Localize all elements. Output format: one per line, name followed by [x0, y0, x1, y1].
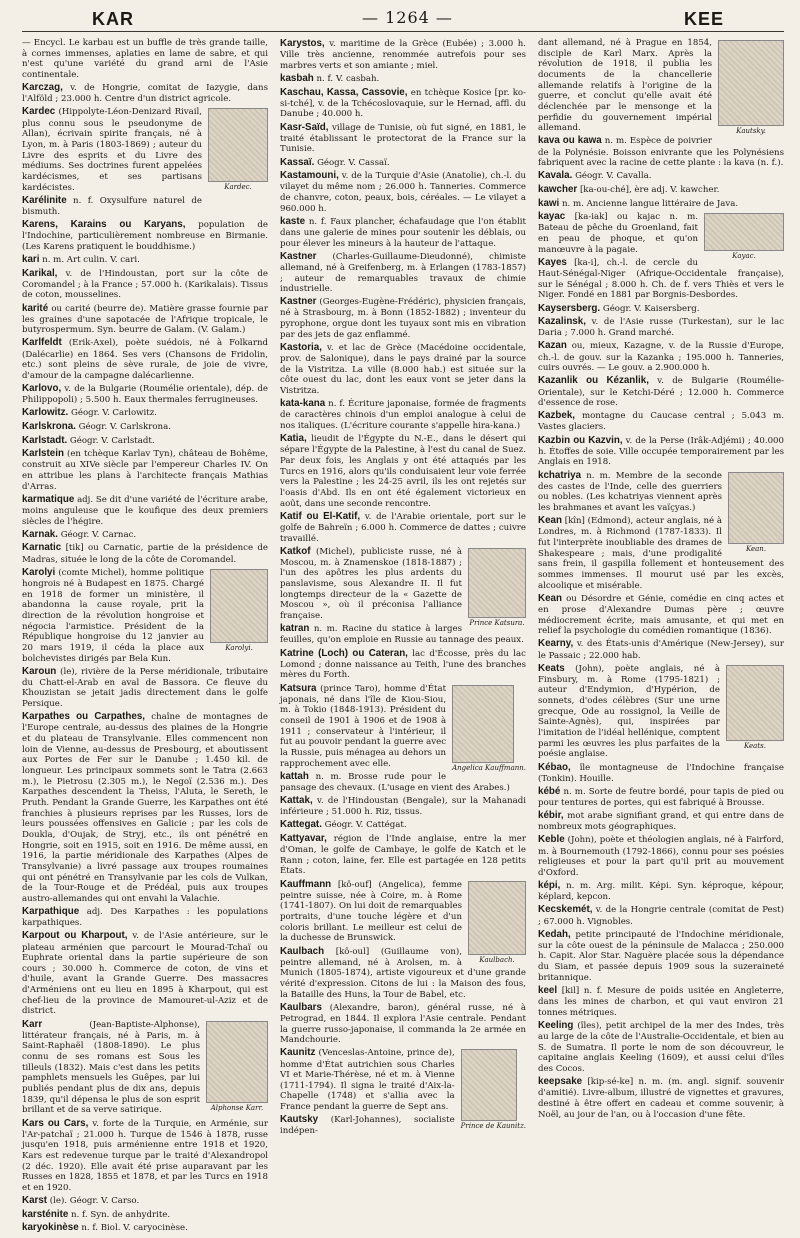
dictionary-entry [538, 303, 784, 315]
dictionary-entry [538, 880, 784, 903]
entry-text: mot arabe signifiant grand, et qui entre dans de nombreux mots géographiques. [538, 811, 785, 833]
entry-headword: karité [22, 302, 49, 314]
entry-text: (le). Géogr. V. Carso. [49, 1196, 140, 1207]
illustration-karr [206, 1021, 268, 1113]
entry-text: (John), poète anglais, né à Finsbury, m. à Rome (1795-1821) ; auteur d'Endymion, d'Hypérion, de sonnets, d'odes célèbres (Sur une urne grecque, Ode au rossignol, la Veille de Sainte-Agnès), qui, inspirées par l'imitation de l'idéal hellénique, comptent parmi les œuvres les plus parfaites de la poésie anglaise. [538, 663, 720, 760]
dictionary-entry [22, 906, 268, 929]
dictionary-entry [22, 337, 268, 381]
dictionary-entry [280, 73, 526, 85]
illustration-caption: Prince Katsura. [469, 618, 525, 627]
entry-headword: Karnak. [22, 528, 58, 540]
portrait-image [704, 213, 784, 251]
entry-text: [kô-ouf] (Angelica), femme peintre suisse, née à Coire, m. à Rome (1741-1807). On lui doit de remarquables portraits, d'une touche légère et d'un coloris brillant. Le meilleur est celui de la duchesse de Brunswick. [280, 879, 462, 944]
entry-headword: Karlskrona. [22, 421, 76, 432]
entry-text: n. f. V. casbah. [316, 73, 380, 84]
entry-headword: Kattyavar, [280, 832, 327, 844]
dictionary-entry [280, 833, 526, 877]
dictionary-entry [22, 219, 268, 252]
entry-text: [kip-sé-ke] n. m. (m. angl. signif. souvenir d'amitié). Livre-album, illustré de vignettes et gravures, destiné à être offert en cadeau et comme souvenir, à Noël, au jour de l'an, ou à l'occasion d'une fête. [538, 1077, 785, 1120]
entry-headword: kawi [538, 197, 560, 209]
entry-headword: Kazanlik ou Kézanlik, [538, 375, 649, 387]
entry-headword: Kasr-Saïd, [280, 121, 329, 133]
page-number: — 1264 — [362, 8, 453, 27]
entry-text: [ka-ou-ché], ère adj. V. kawcher. [579, 185, 720, 195]
entry-headword: Karczag, [22, 82, 63, 94]
entry-text: (John), poète et théologien anglais, né à Fairford, m. à Bournemouth (1792-1866), connu pour ses poésies religieuses et pour la part qu'il prit au mouvement d'Oxford. [538, 835, 784, 878]
entry-headword: Kaysersberg. [538, 302, 601, 314]
entry-headword: Karlfeldt [22, 337, 62, 349]
entry-headword: kawcher [538, 184, 578, 195]
entry-headword: Karlowitz. [22, 407, 69, 419]
entry-text: population de l'Indochine, particulièrement nombreuse en Birmanie. (Les Karens pratiquent le bouddhisme.) [22, 219, 269, 252]
entry-headword: Karst [22, 1195, 48, 1207]
entry-headword: képi, [538, 880, 561, 892]
dictionary-entry [538, 593, 784, 637]
entry-text: (Jean-Baptiste-Alphonse), littérateur français, né à Paris, m. à Saint-Raphaël (1808-1890). Le plus connu de ses romans est Sous les tilleuls (1832). Mais c'est dans les petits pamphlets mensuels les Guêpes, par lui publiés pendant plus de dix ans, depuis 1839, qu'il dépensa le plus de son esprit brillant et de sa verve satirique. [22, 1019, 200, 1116]
entry-headword: Katif ou El-Katif, [280, 510, 361, 522]
dictionary-entry [280, 216, 526, 249]
dictionary-entry [22, 421, 268, 433]
dictionary-entry [538, 929, 784, 984]
dictionary-entry [22, 666, 268, 710]
portrait-image [468, 881, 526, 955]
entry-text: (Karl-Johannes), socialiste indépen- [280, 1115, 455, 1137]
entry-headword: Katkof [280, 545, 311, 557]
entry-headword: Kars ou Cars, [22, 1117, 89, 1129]
entry-headword: Kattegat. [280, 819, 322, 831]
dictionary-entry [280, 795, 526, 818]
entry-headword: Kaulbars [280, 1001, 322, 1013]
entry-text: chaîne de montagnes de l'Europe centrale, au-dessus des plaines de la Hongrie et du plateau de Transylvanie. Elles commencent non loin de Vienne, au-dessus de Presbourg, et aboutissent aux Portes de Fer sur le Danube ; 1.450 kil. de longueur. Les principaux sommets sont le Tatra (2.663 m.), le Pietrosu (2.305 m.), le Negoï (2.536 m.). Des Karpathes descendent la Theiss, l'Aluta, le Sereth, le Pruth. Pendant la Grande Guerre, les Karpathes ont été franchies à plusieurs reprises par les Russes, lors de leurs poussées offensives en Galicie ; par les cols de Doukla, d'Oujak, de Stryj, etc., ils ont pénétré en Hongrie, soit en 1915, soit en 1916. De même aussi, en 1916, la partie méridionale des Karpathes (Alpes de Transylvanie) a livré passage aux troupes roumaines qui ont pénétré en Transylvanie par les cols de Vulkan, de la Tour-Rouge et de Prédéal, puis aux troupes austro-allemandes qui ont envahi la Valachie. [22, 712, 268, 904]
entry-text: n. m. Membre de la seconde des castes de l'Inde, celle des guerriers ou nobles. (Les kchatriyas viennent après les brahmanes et avant les vaïçyas.) [538, 470, 722, 514]
entry-headword: Kayes [538, 256, 567, 268]
entry-text: dant allemand, né à Prague en 1854, disciple de Karl Marx. Après la révolution de 1918, il publia les documents de la chancellerie allemande relatifs à l'origine de la guerre, et conclut qu'elle avait été déclenchée par le mensonge et la perfidie du gouvernement impérial allemand. [538, 38, 712, 134]
dictionary-entry [538, 184, 784, 196]
entry-headword: kata-kana [280, 398, 326, 410]
entry-headword: Kazbin ou Kazvin, [538, 434, 623, 446]
entry-text: n. m. Ancienne langue littéraire de Java. [561, 198, 739, 209]
illustration-caption: Kean. [745, 544, 767, 553]
entry-headword: Kazan [538, 340, 567, 352]
entry-headword: Karoun [22, 665, 57, 677]
portrait-image [718, 40, 784, 126]
portrait-image [461, 1049, 517, 1121]
illustration-keats [726, 665, 784, 751]
entry-text: v. et lac de Grèce (Macédoine occidentale, prov. de Salonique), dans le pays drainé par la source de la Vistritza. La ville (8.000 hab.) est située sur la côte ouest du lac, dont les eaux vont se jeter dans la Vistritza. [280, 342, 526, 397]
entry-text: Géogr. V. Cattégat. [324, 820, 407, 831]
entry-headword: keel [538, 984, 558, 996]
entry-text: v. de l'Hindoustan (Bengale), sur la Mahanadi inférieure ; 51.000 h. Riz, tissus. [280, 796, 526, 818]
dictionary-entry [538, 410, 784, 433]
column-1 [22, 38, 269, 1234]
entry-text: adj. Se dit d'une variété de l'écriture arabe, moins anguleuse que le koufique des deux premiers siècles de l'hégire. [22, 494, 268, 527]
entry-text: (prince Taro), homme d'État japonais, né dans l'île de Kiou-Siou, m. à Tokio (1848-1913). Président du conseil de 1901 à 1906 et de 1908 à 1911 ; conservateur à l'intérieur, il fut au pouvoir pendant la guerre avec la Russie, puis ménagea au dehors un rapprochement avec elle. [280, 683, 447, 769]
entry-text: n. f. Syn. de anhydrite. [71, 1209, 171, 1220]
entry-headword: Kardec [22, 106, 56, 118]
entry-headword: kasbah [280, 72, 314, 84]
entry-headword: Karens, Karains ou Karyans, [22, 218, 186, 230]
portrait-image [728, 472, 784, 544]
dictionary-entry [280, 683, 526, 770]
entry-headword: kébé [538, 785, 561, 797]
dictionary-entry [22, 542, 268, 565]
entry-text: [kîn] (Edmond), acteur anglais, né à Londres, m. à Richmond (1787-1833). Il fut l'interprète inoubliable des drames de Shakespeare ; mais, d'une prodigalité sans frein, il gaspilla follement et honteusement des sommes immenses. Il mourut usé par les excès, alcoolique et misérable. [538, 516, 784, 591]
dictionary-entry [22, 254, 268, 266]
entry-text: v. de l'Hindoustan, port sur la côte de Coromandel ; à la France ; 57.000 h. (Karikalais). Tissus de coton, mousselines. [22, 268, 269, 301]
entry-headword: Katia, [280, 433, 307, 445]
dictionary-entry [22, 567, 268, 664]
entry-text: (comte Michel), homme politique hongrois né à Budapest en 1875. Chargé en 1918 de former un ministère, il abandonna la cause royale, prit la direction de la révolution hongroise et négocia l'armistice. Président de la République hongroise du 12 janvier au 20 mars 1919, il céda la place aux bolchevistes dirigés par Bela Kun. [22, 567, 204, 664]
dictionary-entry [538, 469, 784, 553]
illustration-kautsky [718, 40, 784, 136]
dictionary-entry [22, 930, 268, 1017]
entry-text: (en tchèque Karlav Tyn), château de Bohême, construit au XIVe siècle par l'empereur Charles IV. On en attribue les plans à l'architecte français Mathias d'Arras. [22, 449, 268, 492]
dictionary-entry [280, 878, 526, 964]
dictionary-entry [280, 342, 526, 397]
entry-headword: Kazalinsk, [538, 316, 586, 328]
entry-headword: Kaschau, Kassa, Cassovie, [280, 86, 408, 98]
illustration-caption: Alphonse Karr. [210, 1103, 264, 1112]
entry-headword: Kastner [280, 250, 317, 262]
entry-text: Géogr. V. Carnac. [60, 529, 137, 540]
dictionary-entry [22, 1118, 268, 1194]
entry-text: n. m. Arg. milit. Képi. Syn. képroque, képour, képlard, kepcon. [538, 881, 784, 903]
dictionary-entry [22, 38, 268, 81]
columns [22, 38, 785, 1234]
entry-headword: Keats [538, 662, 565, 674]
dictionary-entry [22, 106, 268, 193]
entry-headword: Karr [22, 1018, 43, 1030]
illustration-caption: Keats. [744, 741, 766, 750]
dictionary-entry [280, 157, 526, 169]
entry-headword: kayac [538, 211, 566, 223]
entry-headword: Karpout ou Kharpout, [22, 930, 128, 942]
entry-headword: Kavala. [538, 170, 573, 182]
dictionary-entry [538, 257, 784, 301]
dictionary-page [22, 6, 784, 1232]
entry-headword: Kean [538, 592, 562, 604]
entry-headword: kchatriya [538, 469, 582, 481]
entry-headword: karmatique [22, 493, 75, 505]
entry-text: Géogr. V. Carlstadt. [69, 435, 155, 446]
entry-text: v. de la Turquie d'Asie (Anatolie), ch.-l. du vilayet du même nom ; 26.000 h. Tanneries. Commerce de chanvre, coton, peaux, bois, céréales. — Le vilayet a 960.000 h. [280, 171, 526, 214]
illustration-karolyi [210, 569, 268, 653]
dictionary-entry [280, 170, 526, 214]
entry-headword: karsténite [22, 1208, 69, 1220]
illustration-kauffmann [452, 685, 526, 773]
entry-headword: karyokinèse [22, 1222, 79, 1234]
header-right-guideword: KEE [683, 9, 724, 29]
portrait-image [208, 108, 268, 182]
entry-text: (Michel), publiciste russe, né à Moscou, m. à Znamenskoe (1818-1887) ; l'un des apôtres les plus ardents du panslavisme, sous Alexandre II. Il fut longtemps directeur de la « Gazette de Moscou », où il préconisa l'alliance française. [280, 546, 462, 622]
entry-headword: Karystos, [280, 38, 325, 49]
entry-headword: Kastoria, [280, 341, 322, 353]
entry-text: région de l'Inde anglaise, entre la mer d'Oman, le golfe de Cambaye, le golfe de Katch et le Rann ; coton, laine, fer. Elle est partagée en 128 petits États. [280, 833, 527, 877]
illustration-caption: Angelica Kauffmann. [452, 763, 526, 772]
illustration-caption: Kayac. [732, 252, 756, 261]
illustration-kaunitz [461, 1049, 526, 1131]
dictionary-entry [22, 383, 268, 406]
entry-headword: Kean [538, 515, 562, 527]
entry-headword: Keble [538, 834, 565, 846]
entry-text: Géogr. V. Cassaï. [317, 157, 390, 168]
dictionary-entry [538, 170, 784, 182]
entry-headword: Karélinite [22, 194, 67, 206]
entry-headword: Kauffmann [280, 878, 332, 890]
entry-text: (Erik-Axel), poète suédois, né à Folkarnd (Dalécarlie) en 1864. Ses vers (Chansons de Fridolin, etc.) sont pleins de sève rurale, de joie de vivre, d'amour de la campagne dalécarlienne. [22, 338, 269, 381]
entry-headword: Kattak, [280, 795, 313, 807]
dictionary-entry [280, 122, 526, 155]
portrait-image [468, 548, 526, 618]
entry-headword: Kautsky [280, 1114, 319, 1126]
illustration-kaulbach [468, 881, 526, 965]
column-3 [538, 38, 784, 1226]
entry-text: n. f. Biol. V. caryocinèse. [81, 1223, 188, 1234]
dictionary-entry [22, 195, 268, 218]
entry-headword: kattah [280, 770, 309, 782]
entry-text: n. f. Oxysulfure naturel de bismuth. [22, 195, 202, 217]
entry-headword: Karpathique [22, 906, 80, 918]
entry-headword: Karlovo, [22, 383, 62, 395]
dictionary-entry [22, 268, 268, 301]
entry-text: Géogr. V. Carlskrona. [78, 422, 171, 432]
entry-headword: Karolyi [22, 566, 56, 578]
entry-text: Géogr. V. Kaisersberg. [602, 303, 700, 314]
illustration-caption: Kautsky. [736, 127, 766, 135]
entry-headword: Kedah, [538, 928, 571, 940]
entry-headword: kaste [280, 215, 306, 227]
entry-text: v. maritime de la Grèce (Eubée) ; 3.000 h. Ville très ancienne, renommée autrefois pour ses marbres verts et son amiante ; miel. [280, 39, 526, 71]
entry-text: [kô-oul] (Guillaume von), peintre allemand, né à Arolsen, m. à Munich (1805-1874), artiste vigoureux et d'une grande vérité d'expression. Citons de lui : la Maison des fous, la Bataille des Huns, la Tour de Babel, etc. [280, 946, 526, 1000]
illustration-caption: Kardec. [224, 183, 252, 192]
portrait-image [210, 569, 268, 643]
entry-headword: kari [22, 253, 40, 265]
entry-headword: Karikal, [22, 267, 58, 279]
dictionary-entry [280, 398, 526, 431]
entry-text: v. de Bulgarie (Roumélie-Orientale), sur le Ketchi-Déré ; 12.000 h. Commerce d'essence de rose. [538, 376, 784, 409]
dictionary-entry [22, 448, 268, 492]
dictionary-entry [538, 1076, 784, 1120]
entry-text: petite principauté de l'Indochine méridionale, sur la côte ouest de la péninsule de Malacca ; 250.000 h. Capit. Alor Star. Naguère placée sous la dépendance du Siam, et passée depuis 1909 sous la suzeraineté britannique. [538, 929, 785, 983]
entry-text: n. m. Sorte de feutre bordé, pour tapis de pied ou pour tentures de portes, qui est fabriqué à Brousse. [538, 786, 784, 809]
entry-headword: Katrine (Loch) ou Cateran, [280, 647, 408, 659]
dictionary-entry [280, 38, 526, 71]
dictionary-entry [538, 904, 784, 927]
entry-text: (Hippolyte-Léon-Denizard Rivail, plus connu sous le pseudonyme de Allan), écrivain spirite français, né à Lyon, m. à Paris (1803-1869) ; auteur du Livre des esprits et du Livre des médiums. Ses doctrines furent appelées kardécismes, et ses partisans kardécistes. [22, 107, 203, 193]
entry-headword: kava ou kawa [538, 135, 602, 147]
dictionary-entry [22, 1222, 268, 1234]
entry-text: v. de l'Arabie orientale, port sur le golfe de Bahreïn ; 6.000 h. Commerce de dattes ; cuivre travaillé. [280, 511, 526, 544]
portrait-image [726, 665, 784, 741]
entry-text: n. m. Racine du statice à larges feuilles, qu'on emploie en Russie au tannage des peaux. [280, 624, 524, 646]
entry-headword: Kearny, [538, 638, 574, 650]
illustration-katsura [468, 548, 526, 628]
dictionary-entry [22, 494, 268, 527]
dictionary-entry [22, 1019, 268, 1116]
entry-text: Géogr. V. Carlowitz. [71, 408, 157, 419]
entry-text: [ka-i], ch.-l. de cercle du Haut-Sénégal-Niger (Afrique-Occidentale française), sur le Sénégal ; 8.000 h. Ch. de f. vers Thiès et vers le Niger. Fondé en 1881 par Borgnis-Desbordes. [538, 257, 784, 301]
entry-headword: Kastner [280, 296, 317, 308]
dictionary-entry [538, 198, 784, 210]
dictionary-entry [538, 810, 784, 833]
entry-text: montagne du Caucase central ; 5.043 m. Vastes glaciers. [538, 411, 784, 433]
entry-text: lac d'Écosse, près du lac Lomond ; donne naissance au Teith, l'une des branches mères du Forth. [280, 648, 526, 681]
entry-text: [kil] n. f. Mesure de poids usitée en Angleterre, dans les mines de charbon, et qui vaut environ 21 tonnes métriques. [538, 985, 785, 1018]
dictionary-entry [538, 786, 784, 809]
dictionary-entry [280, 1002, 526, 1046]
dictionary-entry [538, 985, 784, 1018]
entry-headword: Kastamouni, [280, 170, 339, 182]
dictionary-entry [280, 545, 526, 627]
dictionary-entry [538, 211, 784, 261]
entry-text: v. des États-unis d'Amérique (New-Jersey), sur le Passaic ; 22.000 hab. [538, 639, 784, 661]
entry-headword: Kébao, [538, 761, 571, 773]
entry-headword: Kazbek, [538, 410, 576, 422]
dictionary-entry [280, 819, 526, 831]
dictionary-entry [538, 834, 784, 878]
entry-headword: Kaulbach [280, 945, 325, 957]
illustration-kayac [704, 213, 784, 261]
dictionary-entry [280, 511, 526, 544]
entry-headword: Keeling [538, 1019, 574, 1031]
dictionary-entry [538, 663, 784, 760]
page-header [22, 6, 784, 32]
dictionary-entry [538, 316, 784, 339]
illustration-kean [728, 472, 784, 554]
dictionary-entry [22, 1195, 268, 1207]
entry-headword: Kaunitz [280, 1047, 316, 1059]
portrait-image [452, 685, 514, 763]
dictionary-entry [22, 529, 268, 541]
header-left-guideword: KAR [92, 9, 134, 29]
dictionary-entry [22, 1209, 268, 1221]
dictionary-entry [538, 638, 784, 661]
entry-text: v. de la Bulgarie (Roumélie orientale), dép. de Philippopoli) ; 5.500 h. Eaux thermales ferrugineuses. [22, 384, 269, 406]
entry-text: (Venceslas-Antoine, prince de), homme d'État autrichien sous Charles VI et Marie-Thérèse, né et m. à Vienne (1711-1794). Il signa le traité d'Aix-la-Chapelle (1748) et s'allia avec la France pendant la guerre de Sept ans. [280, 1048, 455, 1113]
entry-text: v. de l'Asie antérieure, sur le plateau arménien que parcourt le Mourad-Tchaï ou Euphrate oriental dans la partie supérieure de son cours ; 30.000 h. Commerce de coton, de vins et d'huile, avant la Grande Guerre. Des massacres d'Arméniens ont eu lieu en 1895 à Kharpout, qui est chef-lieu de la province de Mamouret-ul-Aziz et de district. [22, 931, 268, 1017]
entry-text: île montagneuse de l'Indochine française (Tonkin). Houille. [538, 762, 785, 784]
entry-headword: Kecskemét, [538, 904, 593, 916]
dictionary-entry [280, 433, 526, 509]
dictionary-entry [538, 435, 784, 468]
entry-text: n. f. Faux plancher, échafaudage que l'on établit dans une galerie de mines pour soutenir les déblais, ou pour élever les mineurs à la hauteur de l'attaque. [280, 216, 527, 249]
dictionary-entry [280, 771, 526, 794]
entry-text: [tik] ou Carnatic, partie de la présidence de Madras, située le long de la côte de Coromandel. [22, 543, 268, 565]
entry-text: n. m. Espèce de poivrier de la Polynésie. Boisson enivrante que les Polynésiens fabriquent avec la racine de cette plante : la kava (n. f.). [538, 136, 784, 169]
entry-text: ou Désordre et Génie, comédie en cinq actes et en prose d'Alexandre Dumas père ; œuvre médiocrement écrite, mais amusante, et qui met en relief la psychologie du comédien romantique (1836). [538, 593, 785, 637]
dictionary-entry [538, 375, 784, 408]
dictionary-entry [538, 340, 784, 373]
column-2 [280, 38, 526, 1226]
dictionary-entry [538, 38, 784, 134]
dictionary-entry [538, 762, 784, 785]
dictionary-entry [22, 711, 268, 904]
entry-headword: Karpathes ou Carpathes, [22, 711, 145, 723]
entry-text: v. de l'Asie russe (Turkestan), sur le lac Daria ; 7.000 h. Grand marché. [538, 317, 784, 339]
entry-headword: Katsura [280, 682, 317, 694]
entry-text: (Alexandre, baron), général russe, né à Petrograd, en 1844. Il explora l'Asie centrale. Pendant la guerre russo-japonaise, il commanda la 2e armée en Mandchourie. [280, 1002, 526, 1046]
entry-text: (Charles-Guillaume-Dieudonné), chimiste allemand, né à Greifenberg, m. à Erlangen (1783-1857) ; auteur de remarquables travaux de chimie industrielle. [280, 251, 527, 295]
entry-text: n. f. Écriture japonaise, formée de fragments de caractères chinois d'un emploi analogue à celui de nos italiques. (L'écriture courante s'appelle hira-kana.) [280, 399, 526, 431]
dictionary-entry [280, 648, 526, 681]
entry-text: n. m. Art culin. V. cari. [42, 254, 140, 265]
illustration-caption: Kaulbach. [479, 955, 515, 964]
entry-text: v. de la Hongrie centrale (comitat de Pest) ; 67.000 h. Vignobles. [538, 905, 784, 927]
dictionary-entry [280, 87, 526, 120]
dictionary-entry [538, 135, 784, 168]
entry-text: en tchèque Kosice [pr. ko-si-tché], v. de la Tchécoslovaquie, sur le Hernad, affl. du Danube ; 40.000 h. [280, 87, 527, 120]
entry-headword: Karnatic [22, 542, 62, 554]
entry-headword: Karlstein [22, 448, 64, 460]
entry-headword: keepsake [538, 1076, 583, 1088]
dictionary-entry [22, 82, 268, 105]
entry-text: lieudit de l'Égypte du N.-E., dans le désert qui sépare l'Égypte de la Palestine, à l'est du canal de Suez. Par deux fois, les Anglais y ont été attaqués par les Turcs en 1916, alors qu'ils conduisaient leur voie ferrée vers la Palestine ; les 24-25 avril, ils les ont rejetés sur l'oasis d'Abd. Ils en ont été également victorieux en août, dans une seconde rencontre. [280, 434, 526, 509]
entry-text: (le), rivière de la Perse méridionale, tributaire du Chatt-el-Arab en aval de Bassora. Ce fleuve du Khouzistan se jetait jadis directement dans le golfe Persique. [22, 666, 268, 710]
entry-text: v. de Hongrie, comitat de Iazygie, dans l'Alföld ; 23.000 h. Centre d'un district agricole. [22, 83, 268, 105]
dictionary-entry [22, 407, 268, 419]
dictionary-entry [280, 296, 526, 340]
entry-text: ou carité (beurre de). Matière grasse fournie par les graines d'une sapotacée de l'Afrique tropicale, le butyrospermum. Syn. beurre de Galam. (V. Galam.) [22, 303, 268, 336]
entry-text: adj. Des Karpathes : les populations karpathiques. [22, 907, 268, 929]
entry-headword: Karlstadt. [22, 434, 68, 446]
entry-text: ou, mieux, Kazagne, v. de la Russie d'Europe, ch.-l. de gouv. sur la Kazanka ; 195.000 h. Tanneries, cuirs ouvrés. — Le gouv. a 2.900.000 h. [538, 341, 784, 374]
dictionary-entry [280, 251, 526, 295]
entry-text: (îles), petit archipel de la mer des Indes, très au large de la côte de l'Australie-Occidentale, et bien au S. de Sumatra. Il porte le nom de son découvreur, le capitaine anglais Keeling (1609), et aussi celui d'îles des Cocos. [538, 1020, 784, 1074]
entry-headword: Kassaï. [280, 156, 315, 168]
dictionary-entry [538, 1020, 784, 1075]
illustration-kardec [208, 108, 268, 192]
illustration-caption: Karolyi. [225, 643, 253, 652]
entry-text: v. de la Perse (Irâk-Adjémi) ; 40.000 h. Étoffes de soie. Ville occupée temporairement par les Anglais en 1918. [538, 435, 784, 468]
entry-text: village de Tunisie, où fut signé, en 1881, le traité établissant le protectorat de la France sur la Tunisie. [280, 122, 527, 155]
illustration-caption: Prince de Kaunitz. [460, 1122, 526, 1131]
dictionary-entry [22, 435, 268, 447]
entry-text: Géogr. V. Cavalla. [575, 171, 652, 182]
entry-text: (Georges-Eugène-Frédéric), physicien français, né à Strasbourg, m. à Bonn (1852-1882) ; inventeur du pyrophone, orgue dont les tuyaux sont mis en vibration par des jets de gaz enflammé. [280, 297, 527, 340]
entry-text: — Encycl. Le karbau est un buffle de très grande taille, à cornes immenses, aplaties en lame de sabre, et qui n'est qu'une variété du grand arni de l'Asie continentale. [22, 38, 268, 80]
entry-text: [ka-iak] ou kajac n. m. Bateau de pêche du Groenland, fait en peau de phoque, et qu'on manœuvre à la pagaie. [538, 212, 698, 255]
entry-text: n. m. Brosse rude pour le pansage des chevaux. (L'usage en vient des Arabes.) [280, 771, 510, 793]
entry-text: v. forte de la Turquie, en Arménie, sur l'Ar-patchaï ; 21.000 h. Turque de 1546 à 1878, russe jusqu'en 1918, puis arménienne entre 1918 et 1920, Kars est redevenue turque par le traité d'Alexandropol (2 déc. 1920). Elle avait été prise auparavant par les Russes en 1828, 1855 et 1878, et par les Turcs en 1918 et en 1920. [22, 1118, 268, 1193]
portrait-image [206, 1021, 268, 1103]
dictionary-entry [22, 303, 268, 336]
entry-headword: kébir, [538, 810, 564, 822]
entry-headword: katran [280, 623, 310, 635]
